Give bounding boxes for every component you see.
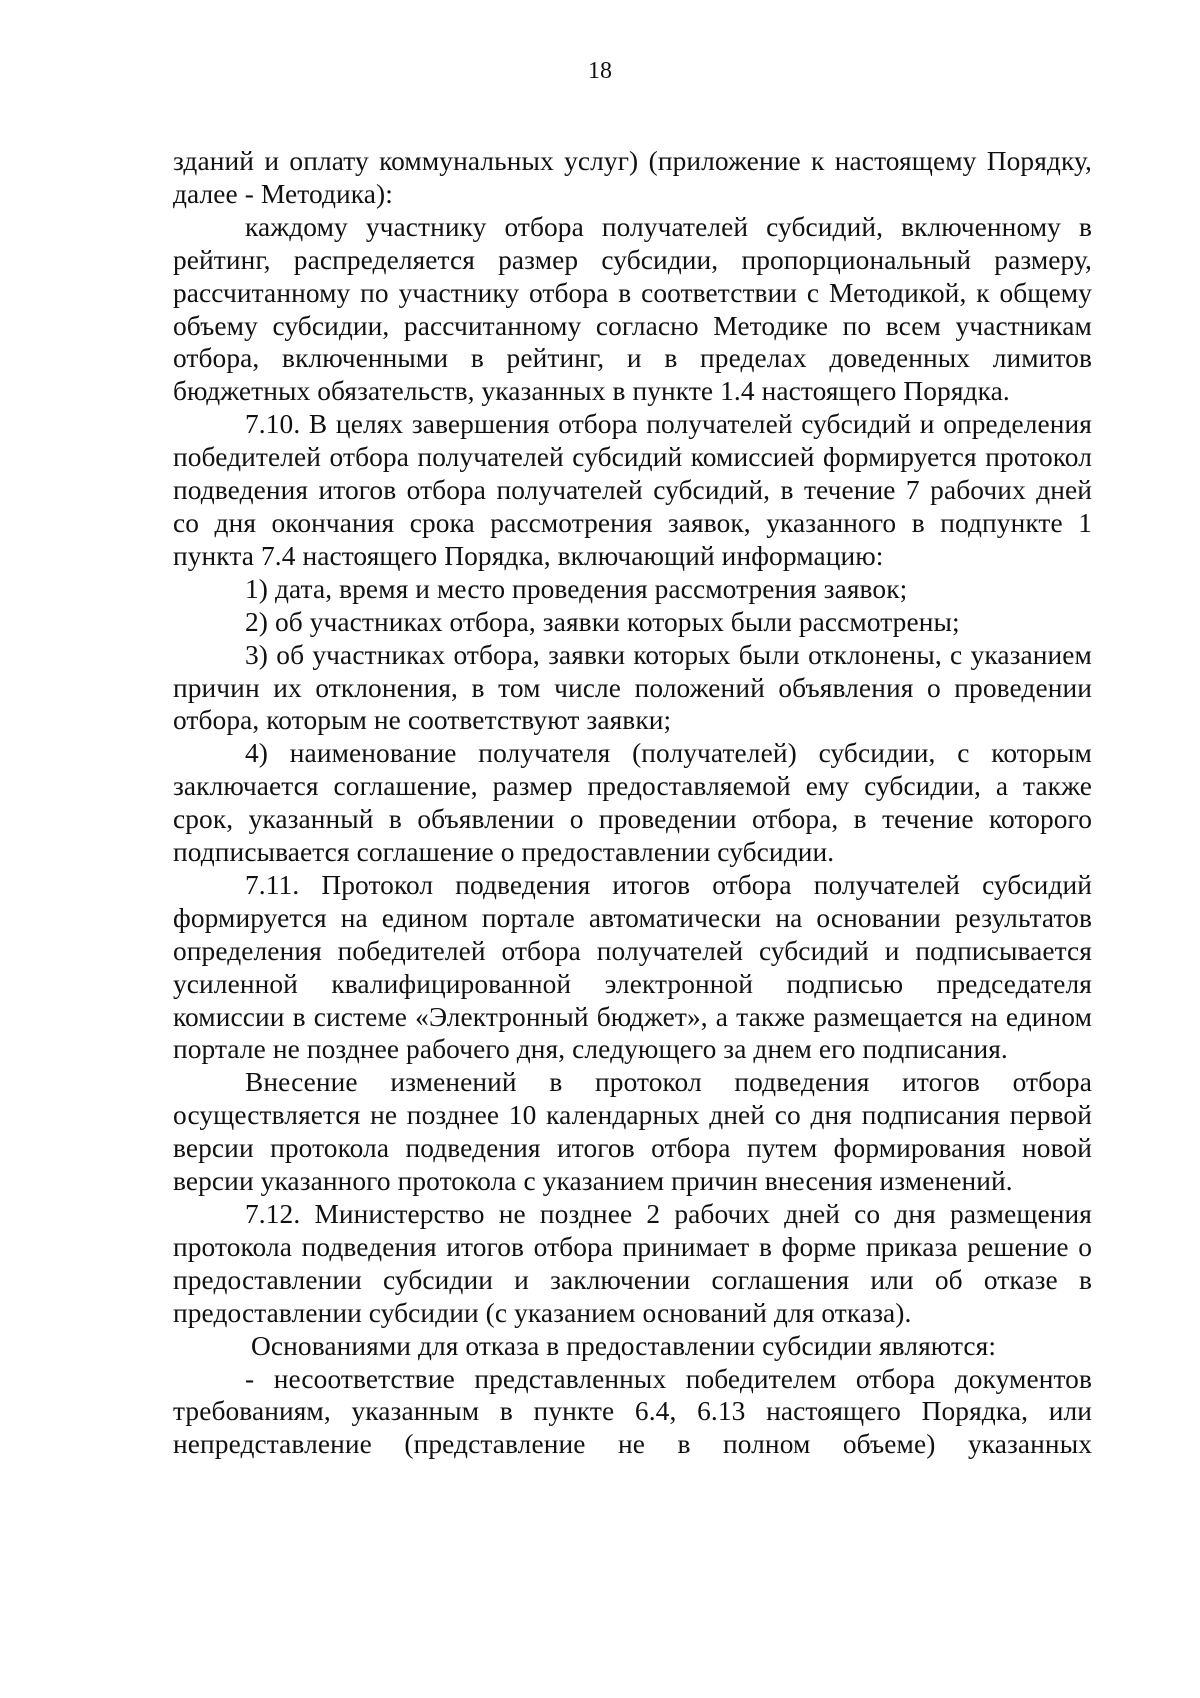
paragraph-distribution: каждому участнику отбора получателей субсидий, включенному в рейтинг, распределяется размер субсидии, пропорциональный размеру, рассчитанному по участнику отбора в соответствии с Методикой, к общему объему субсидии, рассчитанному согласно Методике по всем участникам отбора, включенными в рейтинг, и в пределах доведенных лимитов бюджетных обязательств, указанных в пункте 1.4 настоящего Порядка.	[173, 211, 1092, 407]
list-item-2: 2) об участниках отбора, заявки которых были рассмотрены;	[245, 606, 960, 637]
paragraph-continuation: зданий и оплату коммунальных услуг) (приложение к настоящему Порядку, далее - Методика):	[173, 146, 1092, 209]
document-body	[173, 145, 1092, 1461]
list-item-3: 3) об участниках отбора, заявки которых были отклонены, с указанием причин их отклонения, в том числе положений объявления о проведении отбора, которым не соответствуют заявки;	[173, 639, 1092, 736]
paragraph-7-10: 7.10. В целях завершения отбора получателей субсидий и определения победителей отбора получателей субсидий комиссией формируется протокол подведения итогов отбора получателей субсидий, в течение 7 рабочих дней со дня окончания срока рассмотрения заявок, указанного в подпункте 1 пункта 7.4 настоящего Порядка, включающий информацию:	[173, 409, 1092, 571]
list-item-noncompliance: - несоответствие представленных победителем отбора документов требованиям, указанным в пункте 6.4, 6.13 настоящего Порядка, или непредставление (представление не в полном объеме) указанных	[173, 1363, 1092, 1460]
paragraph-7-11: 7.11. Протокол подведения итогов отбора получателей субсидий формируется на едином портале автоматически на основании результатов определения победителей отбора получателей субсидий и подписывается усиленной квалифицированной электронной подписью председателя комиссии в системе «Электронный бюджет», а также размещается на едином портале не позднее рабочего дня, следующего за днем его подписания.	[173, 869, 1092, 1065]
paragraph-7-12: 7.12. Министерство не позднее 2 рабочих дней со дня размещения протокола подведения итогов отбора принимает в форме приказа решение о предоставлении субсидии и заключении соглашения или об отказе в предоставлении субсидии (с указанием оснований для отказа).	[173, 1199, 1092, 1328]
list-item-4: 4) наименование получателя (получателей) субсидии, с которым заключается соглашение, размер предоставляемой ему субсидии, а также срок, указанный в объявлении о проведении отбора, в течение которого подписывается соглашение о предоставлении субсидии.	[173, 738, 1092, 868]
paragraph-refusal-grounds: Основаниями для отказа в предоставлении субсидии являются:	[251, 1330, 997, 1361]
page-number: 18	[588, 58, 612, 84]
list-item-1: 1) дата, время и место проведения рассмотрения заявок;	[245, 573, 908, 604]
paragraph-protocol-changes: Внесение изменений в протокол подведения итогов отбора осуществляется не позднее 10 календарных дней со дня подписания первой версии протокола подведения итогов отбора путем формирования новой версии указанного протокола с указанием причин внесения изменений.	[173, 1067, 1092, 1197]
